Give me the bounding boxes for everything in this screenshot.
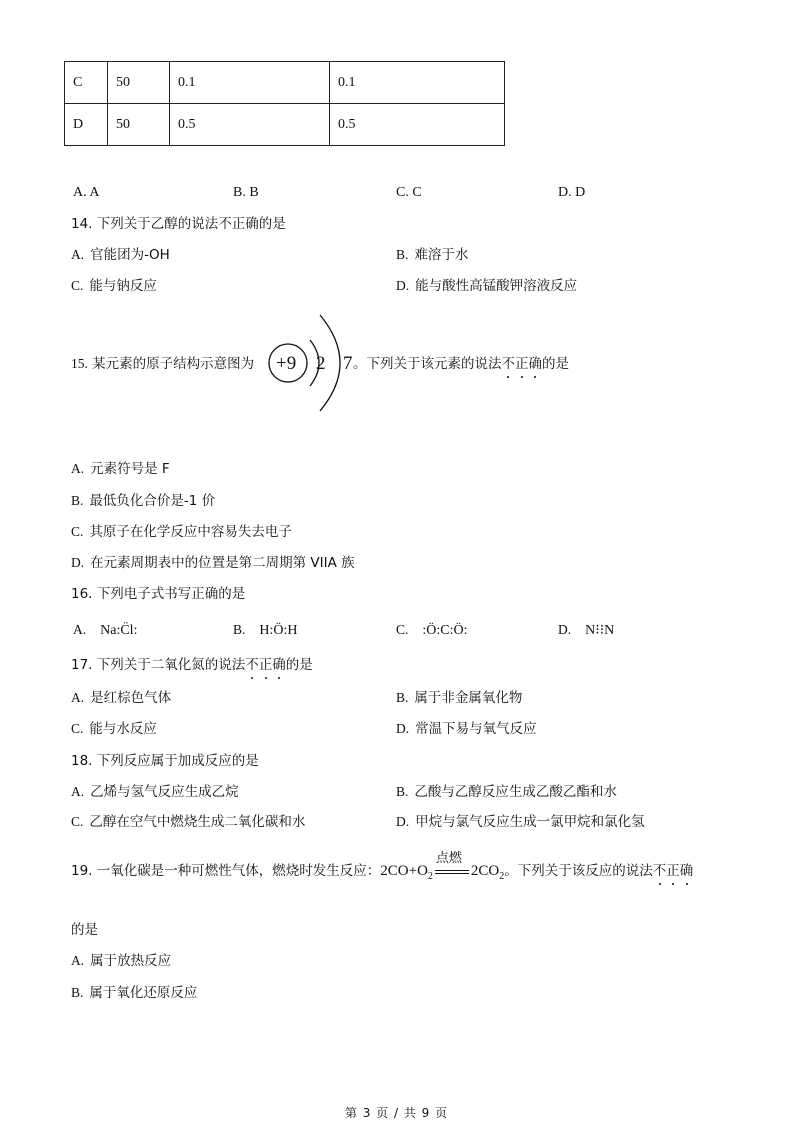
q19-option-a[interactable]	[71, 952, 171, 970]
emphasis-char: 不	[245, 657, 259, 673]
emphasis-char: 不	[652, 863, 667, 879]
q19-stem-continuation: 的是	[71, 922, 98, 938]
q18-option-c[interactable]	[71, 813, 305, 831]
q15-option-a[interactable]	[71, 460, 170, 478]
option-text: 能与酸性高锰酸钾溶液反应	[415, 278, 578, 294]
stem-text: 的是	[285, 657, 313, 673]
q15-option-c[interactable]	[71, 523, 292, 541]
q19-stem	[71, 850, 694, 886]
table-cell: 0.1	[170, 62, 330, 104]
lewis-formula: N⁝⁝N	[585, 623, 615, 638]
q17-option-b[interactable]	[396, 689, 522, 707]
option-text: 最低负化合价是-1 价	[89, 493, 216, 509]
stem-text: 。下列关于该反应的说法	[504, 863, 653, 879]
q17-stem	[71, 656, 313, 674]
emphasis-char: 确	[272, 657, 286, 673]
table-row	[65, 62, 505, 104]
option-text: 乙烯与氢气反应生成乙烷	[90, 784, 239, 800]
option-text: 难溶于水	[414, 247, 469, 263]
option-label: B.	[396, 690, 409, 705]
q17-option-c[interactable]	[71, 720, 157, 738]
table-row	[65, 104, 505, 146]
emphasis-char: 不	[501, 356, 515, 372]
q16-option-b[interactable]	[233, 622, 298, 639]
stem-text: 某元素的原子结构示意图为	[92, 356, 255, 372]
option-text: 能与水反应	[89, 721, 157, 737]
question-number: 15.	[71, 356, 88, 371]
lewis-formula: :Ö:C:Ö:	[422, 623, 468, 638]
q15-stem-post	[353, 355, 569, 373]
stem-text: 。下列关于该元素的说法	[353, 356, 502, 372]
q18-option-d[interactable]	[396, 813, 645, 831]
option-label: D.	[558, 622, 572, 637]
chemical-equation	[380, 850, 505, 882]
q16-option-a[interactable]	[73, 622, 137, 639]
table-cell: D	[65, 104, 108, 146]
shell-2-electrons: 7	[343, 353, 353, 374]
option-label: C.	[71, 278, 84, 293]
q19-option-b[interactable]	[71, 984, 197, 1002]
q13-option-b[interactable]: B. B	[233, 185, 259, 200]
q14-option-b[interactable]	[396, 246, 468, 264]
option-text: 能与钠反应	[89, 278, 157, 294]
q15-option-d[interactable]	[71, 554, 355, 572]
option-label: B.	[396, 247, 409, 262]
q17-option-d[interactable]	[396, 720, 537, 738]
option-text: 元素符号是 F	[90, 461, 170, 477]
nucleus-charge: +9	[276, 353, 297, 374]
table-cell: 0.5	[170, 104, 330, 146]
q18-option-a[interactable]	[71, 783, 239, 801]
option-label: D.	[396, 278, 410, 293]
stem-text: 19. 一氧化碳是一种可燃性气体，燃烧时发生反应：	[71, 863, 381, 879]
option-text: 属于非金属氧化物	[414, 690, 523, 706]
option-text: 在元素周期表中的位置是第二周期第 VIIA 族	[90, 555, 355, 571]
option-label: A.	[71, 461, 85, 476]
option-text: 属于氧化还原反应	[89, 985, 198, 1001]
subscript: 2	[427, 871, 433, 882]
table-cell: 50	[108, 62, 170, 104]
q13-option-d[interactable]: D. D	[558, 185, 586, 200]
q14-stem: 14. 下列关于乙醇的说法不正确的是	[71, 216, 286, 232]
option-text: 其原子在化学反应中容易失去电子	[89, 524, 292, 540]
emphasis-char: 正	[258, 657, 273, 673]
q16-option-d[interactable]	[558, 622, 614, 639]
q14-option-c[interactable]	[71, 277, 157, 295]
option-text: 乙醇在空气中燃烧生成二氧化碳和水	[89, 814, 306, 830]
page-footer: 第 3 页 / 共 9 页	[344, 1106, 449, 1120]
q15-stem-pre	[71, 355, 254, 373]
option-label: A.	[71, 953, 85, 968]
option-label: C.	[71, 721, 84, 736]
table-cell: 0.5	[330, 104, 505, 146]
subscript: 2	[499, 871, 505, 882]
data-table	[64, 61, 505, 146]
option-label: B.	[71, 985, 84, 1000]
option-label: A.	[71, 690, 85, 705]
option-label: A.	[71, 784, 85, 799]
q18-option-b[interactable]	[396, 783, 617, 801]
q13-option-a[interactable]: A. A	[73, 185, 100, 200]
table-cell: 50	[108, 104, 170, 146]
lewis-formula: Na:C̈l:	[100, 623, 138, 638]
option-label: C.	[396, 622, 409, 637]
emphasis-char: 确	[528, 356, 542, 372]
option-label: D.	[396, 814, 410, 829]
shell-1-electrons: 2	[316, 353, 326, 374]
option-text: 官能团为-OH	[90, 247, 170, 263]
option-label: B.	[71, 493, 84, 508]
reaction-condition: 点燃	[435, 850, 462, 866]
stem-text: 的是	[542, 356, 569, 372]
q17-option-a[interactable]	[71, 689, 171, 707]
product: 2CO	[470, 863, 500, 879]
option-text: 是红棕色气体	[90, 690, 172, 706]
q16-option-c[interactable]	[396, 622, 468, 639]
emphasis-char: 正	[666, 863, 680, 879]
q13-option-c[interactable]: C. C	[396, 185, 422, 200]
option-label: A.	[73, 622, 87, 637]
lewis-formula: H:Ö:H	[259, 623, 298, 638]
option-text: 乙酸与乙醇反应生成乙酸乙酯和水	[414, 784, 617, 800]
q14-option-a[interactable]	[71, 246, 170, 264]
option-text: 常温下易与氧气反应	[415, 721, 537, 737]
q16-stem: 16. 下列电子式书写正确的是	[71, 586, 246, 602]
q15-option-b[interactable]	[71, 492, 215, 510]
option-label: C.	[71, 524, 84, 539]
table-cell: C	[65, 62, 108, 104]
option-text: 甲烷与氯气反应生成一氯甲烷和氯化氢	[415, 814, 645, 830]
q14-option-d[interactable]	[396, 277, 577, 295]
option-label: D.	[396, 721, 410, 736]
table-cell: 0.1	[330, 62, 505, 104]
q18-stem: 18. 下列反应属于加成反应的是	[71, 753, 259, 769]
reaction-arrow	[435, 850, 469, 874]
reactants: 2CO+O	[380, 863, 428, 879]
option-label: A.	[71, 247, 85, 262]
option-label: D.	[71, 555, 85, 570]
option-label: B.	[233, 622, 246, 637]
option-text: 属于放热反应	[90, 953, 172, 969]
emphasis-char: 正	[515, 356, 529, 372]
stem-text: 17. 下列关于二氧化氮的说法	[71, 657, 246, 673]
option-label: B.	[396, 784, 409, 799]
emphasis-char: 确	[679, 863, 694, 879]
option-label: C.	[71, 814, 84, 829]
